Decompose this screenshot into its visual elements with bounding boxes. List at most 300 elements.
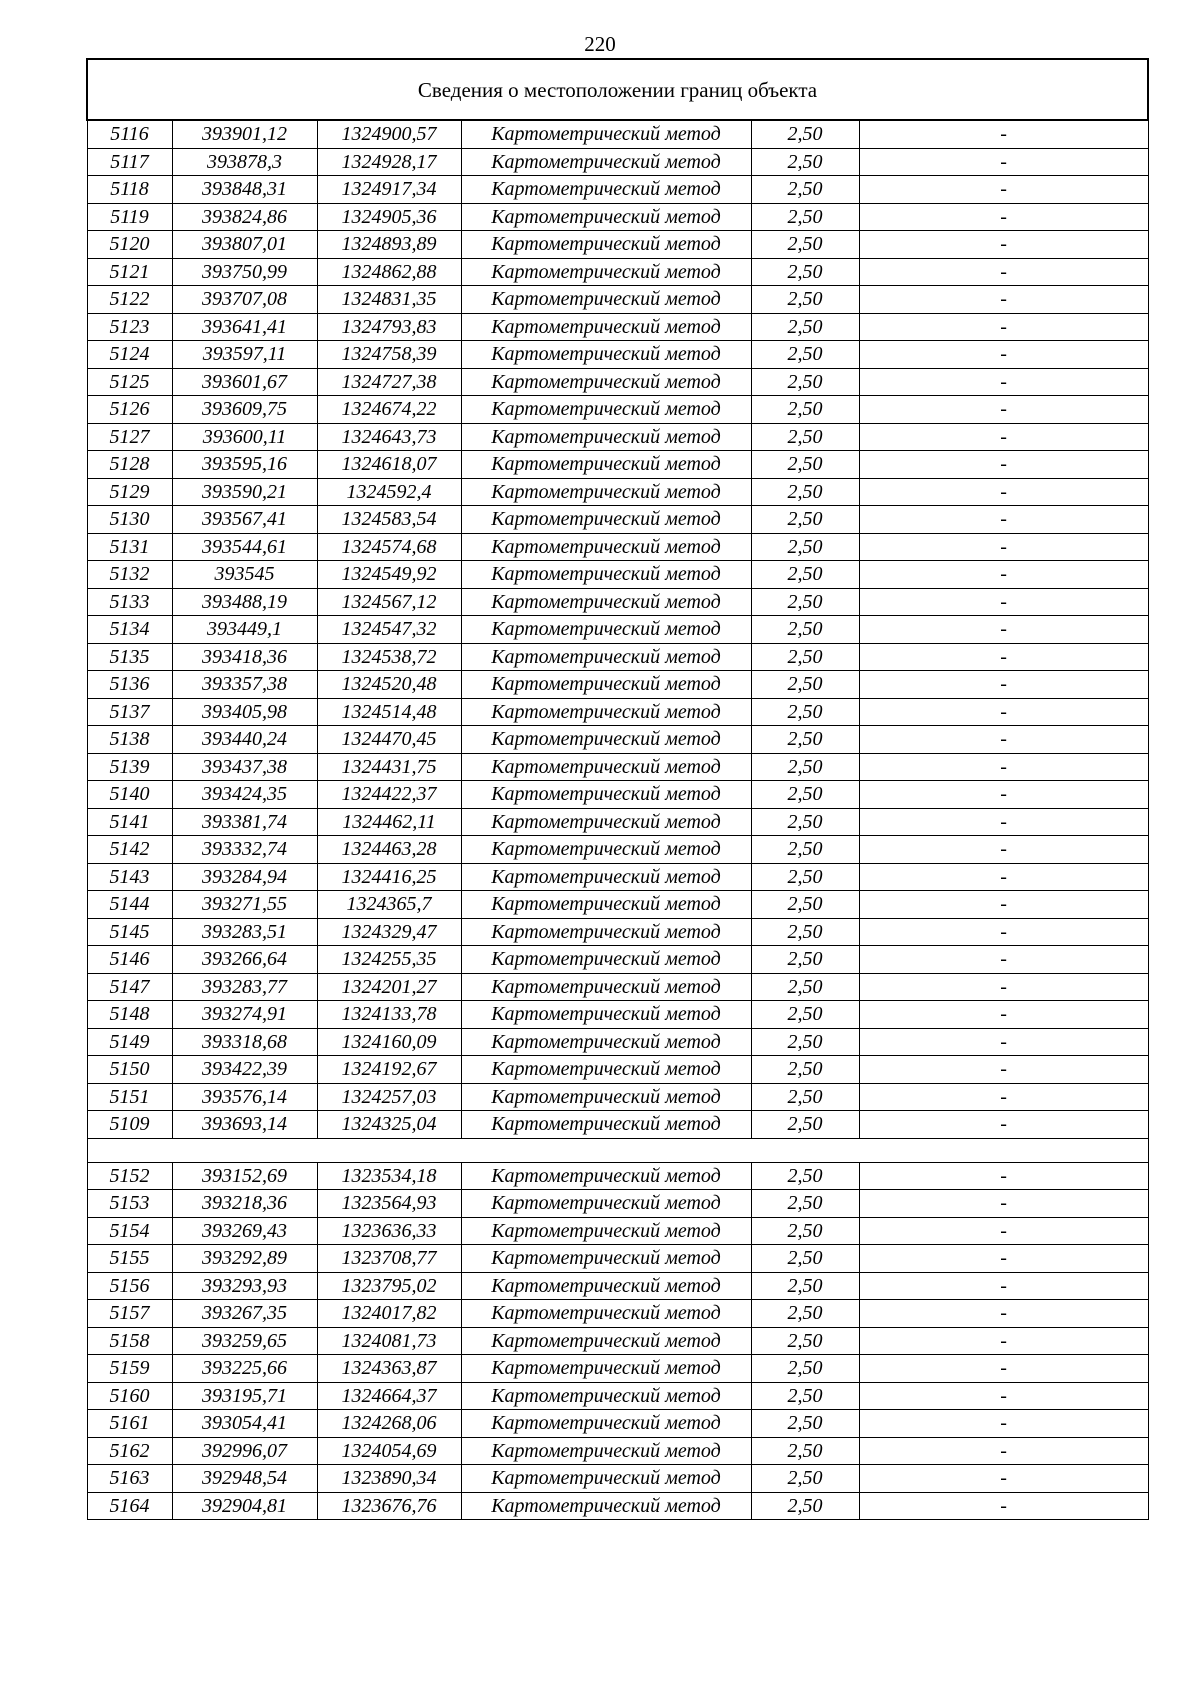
- y-coordinate-cell: 1324363,87: [317, 1355, 461, 1383]
- point-number-cell: 5118: [87, 176, 172, 204]
- point-number-cell: 5136: [87, 671, 172, 699]
- table-row: [87, 1083, 1148, 1111]
- method-cell: Картометрический метод: [461, 1245, 751, 1273]
- note-cell: -: [859, 341, 1148, 369]
- x-coordinate-cell: 393381,74: [172, 808, 317, 836]
- y-coordinate-cell: 1324192,67: [317, 1056, 461, 1084]
- method-cell: Картометрический метод: [461, 1083, 751, 1111]
- y-coordinate-cell: 1324862,88: [317, 258, 461, 286]
- note-cell: -: [859, 1028, 1148, 1056]
- point-number-cell: 5135: [87, 643, 172, 671]
- point-number-cell: 5148: [87, 1001, 172, 1029]
- accuracy-cell: 2,50: [751, 148, 859, 176]
- y-coordinate-cell: 1324054,69: [317, 1437, 461, 1465]
- y-coordinate-cell: 1324674,22: [317, 396, 461, 424]
- accuracy-cell: 2,50: [751, 1410, 859, 1438]
- accuracy-cell: 2,50: [751, 643, 859, 671]
- method-cell: Картометрический метод: [461, 423, 751, 451]
- table-row: [87, 1355, 1148, 1383]
- x-coordinate-cell: 393576,14: [172, 1083, 317, 1111]
- method-cell: Картометрический метод: [461, 643, 751, 671]
- method-cell: Картометрический метод: [461, 506, 751, 534]
- y-coordinate-cell: 1324643,73: [317, 423, 461, 451]
- point-number-cell: 5153: [87, 1190, 172, 1218]
- method-cell: Картометрический метод: [461, 1355, 751, 1383]
- accuracy-cell: 2,50: [751, 1437, 859, 1465]
- x-coordinate-cell: 393357,38: [172, 671, 317, 699]
- x-coordinate-cell: 393283,51: [172, 918, 317, 946]
- note-cell: -: [859, 1083, 1148, 1111]
- x-coordinate-cell: 393405,98: [172, 698, 317, 726]
- y-coordinate-cell: 1324422,37: [317, 781, 461, 809]
- x-coordinate-cell: 393437,38: [172, 753, 317, 781]
- method-cell: Картометрический метод: [461, 1001, 751, 1029]
- method-cell: Картометрический метод: [461, 313, 751, 341]
- y-coordinate-cell: 1324514,48: [317, 698, 461, 726]
- x-coordinate-cell: 393422,39: [172, 1056, 317, 1084]
- table-row: [87, 1410, 1148, 1438]
- y-coordinate-cell: 1324592,4: [317, 478, 461, 506]
- note-cell: -: [859, 368, 1148, 396]
- y-coordinate-cell: 1324470,45: [317, 726, 461, 754]
- y-coordinate-cell: 1324416,25: [317, 863, 461, 891]
- y-coordinate-cell: 1324917,34: [317, 176, 461, 204]
- x-coordinate-cell: 393750,99: [172, 258, 317, 286]
- note-cell: -: [859, 671, 1148, 699]
- x-coordinate-cell: 393901,12: [172, 120, 317, 148]
- accuracy-cell: 2,50: [751, 368, 859, 396]
- point-number-cell: 5145: [87, 918, 172, 946]
- accuracy-cell: 2,50: [751, 1111, 859, 1139]
- x-coordinate-cell: 392996,07: [172, 1437, 317, 1465]
- accuracy-cell: 2,50: [751, 946, 859, 974]
- y-coordinate-cell: 1324160,09: [317, 1028, 461, 1056]
- table-row: [87, 1492, 1148, 1520]
- note-cell: -: [859, 781, 1148, 809]
- x-coordinate-cell: 393293,93: [172, 1272, 317, 1300]
- point-number-cell: 5117: [87, 148, 172, 176]
- method-cell: Картометрический метод: [461, 1327, 751, 1355]
- x-coordinate-cell: 393597,11: [172, 341, 317, 369]
- note-cell: -: [859, 698, 1148, 726]
- x-coordinate-cell: 393318,68: [172, 1028, 317, 1056]
- method-cell: Картометрический метод: [461, 1217, 751, 1245]
- x-coordinate-cell: 393195,71: [172, 1382, 317, 1410]
- method-cell: Картометрический метод: [461, 781, 751, 809]
- method-cell: Картометрический метод: [461, 286, 751, 314]
- point-number-cell: 5151: [87, 1083, 172, 1111]
- accuracy-cell: 2,50: [751, 341, 859, 369]
- table-row: [87, 533, 1148, 561]
- accuracy-cell: 2,50: [751, 1217, 859, 1245]
- y-coordinate-cell: 1324893,89: [317, 231, 461, 259]
- accuracy-cell: 2,50: [751, 808, 859, 836]
- point-number-cell: 5159: [87, 1355, 172, 1383]
- accuracy-cell: 2,50: [751, 1327, 859, 1355]
- x-coordinate-cell: 393590,21: [172, 478, 317, 506]
- y-coordinate-cell: 1324081,73: [317, 1327, 461, 1355]
- y-coordinate-cell: 1324329,47: [317, 918, 461, 946]
- x-coordinate-cell: 393054,41: [172, 1410, 317, 1438]
- y-coordinate-cell: 1323676,76: [317, 1492, 461, 1520]
- x-coordinate-cell: 393269,43: [172, 1217, 317, 1245]
- note-cell: -: [859, 1327, 1148, 1355]
- table-row: [87, 478, 1148, 506]
- y-coordinate-cell: 1324664,37: [317, 1382, 461, 1410]
- accuracy-cell: 2,50: [751, 918, 859, 946]
- point-number-cell: 5161: [87, 1410, 172, 1438]
- note-cell: -: [859, 451, 1148, 479]
- table-row: [87, 258, 1148, 286]
- accuracy-cell: 2,50: [751, 1465, 859, 1493]
- method-cell: Картометрический метод: [461, 451, 751, 479]
- y-coordinate-cell: 1324928,17: [317, 148, 461, 176]
- point-number-cell: 5123: [87, 313, 172, 341]
- y-coordinate-cell: 1324463,28: [317, 836, 461, 864]
- table-row: [87, 1465, 1148, 1493]
- point-number-cell: 5140: [87, 781, 172, 809]
- point-number-cell: 5152: [87, 1162, 172, 1190]
- note-cell: -: [859, 1382, 1148, 1410]
- method-cell: Картометрический метод: [461, 231, 751, 259]
- accuracy-cell: 2,50: [751, 1355, 859, 1383]
- method-cell: Картометрический метод: [461, 1437, 751, 1465]
- accuracy-cell: 2,50: [751, 588, 859, 616]
- method-cell: Картометрический метод: [461, 891, 751, 919]
- point-number-cell: 5164: [87, 1492, 172, 1520]
- table-title: Сведения о местоположении границ объекта: [87, 59, 1148, 120]
- accuracy-cell: 2,50: [751, 1245, 859, 1273]
- point-number-cell: 5121: [87, 258, 172, 286]
- accuracy-cell: 2,50: [751, 1300, 859, 1328]
- note-cell: -: [859, 478, 1148, 506]
- method-cell: Картометрический метод: [461, 341, 751, 369]
- method-cell: Картометрический метод: [461, 1028, 751, 1056]
- table-row: [87, 1056, 1148, 1084]
- accuracy-cell: 2,50: [751, 973, 859, 1001]
- point-number-cell: 5155: [87, 1245, 172, 1273]
- accuracy-cell: 2,50: [751, 836, 859, 864]
- point-number-cell: 5149: [87, 1028, 172, 1056]
- method-cell: Картометрический метод: [461, 176, 751, 204]
- point-number-cell: 5129: [87, 478, 172, 506]
- point-number-cell: 5132: [87, 561, 172, 589]
- accuracy-cell: 2,50: [751, 1028, 859, 1056]
- note-cell: -: [859, 808, 1148, 836]
- x-coordinate-cell: 393807,01: [172, 231, 317, 259]
- x-coordinate-cell: 393267,35: [172, 1300, 317, 1328]
- table-row: [87, 1300, 1148, 1328]
- point-number-cell: 5146: [87, 946, 172, 974]
- x-coordinate-cell: 393545: [172, 561, 317, 589]
- accuracy-cell: 2,50: [751, 1382, 859, 1410]
- table-row: [87, 973, 1148, 1001]
- table-row: [87, 1272, 1148, 1300]
- accuracy-cell: 2,50: [751, 423, 859, 451]
- method-cell: Картометрический метод: [461, 836, 751, 864]
- page-number: 220: [584, 32, 616, 56]
- point-number-cell: 5147: [87, 973, 172, 1001]
- method-cell: Картометрический метод: [461, 203, 751, 231]
- table-row: [87, 148, 1148, 176]
- y-coordinate-cell: 1324017,82: [317, 1300, 461, 1328]
- x-coordinate-cell: 393292,89: [172, 1245, 317, 1273]
- group-separator-cell: [87, 1138, 1148, 1162]
- note-cell: -: [859, 891, 1148, 919]
- note-cell: -: [859, 588, 1148, 616]
- group-separator-row: [87, 1138, 1148, 1162]
- x-coordinate-cell: 392904,81: [172, 1492, 317, 1520]
- table-row: [87, 616, 1148, 644]
- note-cell: -: [859, 1245, 1148, 1273]
- method-cell: Картометрический метод: [461, 1300, 751, 1328]
- y-coordinate-cell: 1324325,04: [317, 1111, 461, 1139]
- table-row: [87, 1327, 1148, 1355]
- accuracy-cell: 2,50: [751, 451, 859, 479]
- x-coordinate-cell: 393601,67: [172, 368, 317, 396]
- note-cell: -: [859, 120, 1148, 148]
- y-coordinate-cell: 1324727,38: [317, 368, 461, 396]
- table-row: [87, 368, 1148, 396]
- note-cell: -: [859, 1272, 1148, 1300]
- table-row: [87, 231, 1148, 259]
- method-cell: Картометрический метод: [461, 1410, 751, 1438]
- table-row: [87, 286, 1148, 314]
- table-row: [87, 1028, 1148, 1056]
- accuracy-cell: 2,50: [751, 781, 859, 809]
- x-coordinate-cell: 393488,19: [172, 588, 317, 616]
- note-cell: -: [859, 561, 1148, 589]
- x-coordinate-cell: 393600,11: [172, 423, 317, 451]
- point-number-cell: 5126: [87, 396, 172, 424]
- y-coordinate-cell: 1323890,34: [317, 1465, 461, 1493]
- method-cell: Картометрический метод: [461, 973, 751, 1001]
- x-coordinate-cell: 393641,41: [172, 313, 317, 341]
- method-cell: Картометрический метод: [461, 671, 751, 699]
- x-coordinate-cell: 393424,35: [172, 781, 317, 809]
- x-coordinate-cell: 393332,74: [172, 836, 317, 864]
- point-number-cell: 5144: [87, 891, 172, 919]
- x-coordinate-cell: 393259,65: [172, 1327, 317, 1355]
- table-row: [87, 506, 1148, 534]
- note-cell: -: [859, 1190, 1148, 1218]
- table-row: [87, 781, 1148, 809]
- x-coordinate-cell: 393218,36: [172, 1190, 317, 1218]
- x-coordinate-cell: 393449,1: [172, 616, 317, 644]
- method-cell: Картометрический метод: [461, 753, 751, 781]
- y-coordinate-cell: 1324900,57: [317, 120, 461, 148]
- boundary-coordinates-table: [86, 58, 1149, 1520]
- accuracy-cell: 2,50: [751, 286, 859, 314]
- table-row: [87, 918, 1148, 946]
- x-coordinate-cell: 393878,3: [172, 148, 317, 176]
- note-cell: -: [859, 506, 1148, 534]
- x-coordinate-cell: 393595,16: [172, 451, 317, 479]
- table-row: [87, 643, 1148, 671]
- point-number-cell: 5116: [87, 120, 172, 148]
- accuracy-cell: 2,50: [751, 1190, 859, 1218]
- table-row: [87, 341, 1148, 369]
- accuracy-cell: 2,50: [751, 726, 859, 754]
- y-coordinate-cell: 1324905,36: [317, 203, 461, 231]
- y-coordinate-cell: 1324547,32: [317, 616, 461, 644]
- method-cell: Картометрический метод: [461, 808, 751, 836]
- note-cell: -: [859, 231, 1148, 259]
- note-cell: -: [859, 1111, 1148, 1139]
- y-coordinate-cell: 1323708,77: [317, 1245, 461, 1273]
- method-cell: Картометрический метод: [461, 1272, 751, 1300]
- table-row: [87, 863, 1148, 891]
- x-coordinate-cell: 392948,54: [172, 1465, 317, 1493]
- table-row: [87, 561, 1148, 589]
- accuracy-cell: 2,50: [751, 1083, 859, 1111]
- accuracy-cell: 2,50: [751, 561, 859, 589]
- accuracy-cell: 2,50: [751, 120, 859, 148]
- table-row: [87, 120, 1148, 148]
- x-coordinate-cell: 393225,66: [172, 1355, 317, 1383]
- y-coordinate-cell: 1324268,06: [317, 1410, 461, 1438]
- method-cell: Картометрический метод: [461, 120, 751, 148]
- y-coordinate-cell: 1324583,54: [317, 506, 461, 534]
- point-number-cell: 5139: [87, 753, 172, 781]
- method-cell: Картометрический метод: [461, 533, 751, 561]
- table-row: [87, 1111, 1148, 1139]
- accuracy-cell: 2,50: [751, 533, 859, 561]
- accuracy-cell: 2,50: [751, 891, 859, 919]
- note-cell: -: [859, 726, 1148, 754]
- note-cell: -: [859, 286, 1148, 314]
- accuracy-cell: 2,50: [751, 203, 859, 231]
- point-number-cell: 5128: [87, 451, 172, 479]
- point-number-cell: 5122: [87, 286, 172, 314]
- y-coordinate-cell: 1324831,35: [317, 286, 461, 314]
- x-coordinate-cell: 393824,86: [172, 203, 317, 231]
- table-row: [87, 891, 1148, 919]
- note-cell: -: [859, 176, 1148, 204]
- point-number-cell: 5137: [87, 698, 172, 726]
- point-number-cell: 5124: [87, 341, 172, 369]
- x-coordinate-cell: 393440,24: [172, 726, 317, 754]
- note-cell: -: [859, 423, 1148, 451]
- table-row: [87, 753, 1148, 781]
- accuracy-cell: 2,50: [751, 313, 859, 341]
- y-coordinate-cell: 1324431,75: [317, 753, 461, 781]
- method-cell: Картометрический метод: [461, 698, 751, 726]
- method-cell: Картометрический метод: [461, 368, 751, 396]
- y-coordinate-cell: 1323534,18: [317, 1162, 461, 1190]
- y-coordinate-cell: 1323795,02: [317, 1272, 461, 1300]
- point-number-cell: 5142: [87, 836, 172, 864]
- point-number-cell: 5143: [87, 863, 172, 891]
- x-coordinate-cell: 393544,61: [172, 533, 317, 561]
- note-cell: -: [859, 1001, 1148, 1029]
- table-row: [87, 698, 1148, 726]
- x-coordinate-cell: 393284,94: [172, 863, 317, 891]
- method-cell: Картометрический метод: [461, 863, 751, 891]
- y-coordinate-cell: 1323564,93: [317, 1190, 461, 1218]
- method-cell: Картометрический метод: [461, 616, 751, 644]
- note-cell: -: [859, 836, 1148, 864]
- method-cell: Картометрический метод: [461, 946, 751, 974]
- note-cell: -: [859, 1355, 1148, 1383]
- accuracy-cell: 2,50: [751, 671, 859, 699]
- accuracy-cell: 2,50: [751, 176, 859, 204]
- table-row: [87, 671, 1148, 699]
- method-cell: Картометрический метод: [461, 588, 751, 616]
- note-cell: -: [859, 1437, 1148, 1465]
- note-cell: -: [859, 258, 1148, 286]
- accuracy-cell: 2,50: [751, 506, 859, 534]
- y-coordinate-cell: 1324758,39: [317, 341, 461, 369]
- point-number-cell: 5133: [87, 588, 172, 616]
- note-cell: -: [859, 313, 1148, 341]
- y-coordinate-cell: 1324520,48: [317, 671, 461, 699]
- x-coordinate-cell: 393693,14: [172, 1111, 317, 1139]
- accuracy-cell: 2,50: [751, 1056, 859, 1084]
- note-cell: -: [859, 918, 1148, 946]
- accuracy-cell: 2,50: [751, 231, 859, 259]
- note-cell: -: [859, 973, 1148, 1001]
- x-coordinate-cell: 393609,75: [172, 396, 317, 424]
- point-number-cell: 5109: [87, 1111, 172, 1139]
- y-coordinate-cell: 1324133,78: [317, 1001, 461, 1029]
- table-row: [87, 423, 1148, 451]
- note-cell: -: [859, 1162, 1148, 1190]
- table-row: [87, 1162, 1148, 1190]
- note-cell: -: [859, 946, 1148, 974]
- point-number-cell: 5158: [87, 1327, 172, 1355]
- point-number-cell: 5150: [87, 1056, 172, 1084]
- table-row: [87, 396, 1148, 424]
- y-coordinate-cell: 1324462,11: [317, 808, 461, 836]
- table-row: [87, 726, 1148, 754]
- method-cell: Картометрический метод: [461, 478, 751, 506]
- table-row: [87, 946, 1148, 974]
- method-cell: Картометрический метод: [461, 918, 751, 946]
- table-body: [87, 59, 1148, 1520]
- accuracy-cell: 2,50: [751, 616, 859, 644]
- point-number-cell: 5157: [87, 1300, 172, 1328]
- note-cell: -: [859, 753, 1148, 781]
- point-number-cell: 5162: [87, 1437, 172, 1465]
- method-cell: Картометрический метод: [461, 258, 751, 286]
- method-cell: Картометрический метод: [461, 1162, 751, 1190]
- table-row: [87, 203, 1148, 231]
- table-row: [87, 176, 1148, 204]
- method-cell: Картометрический метод: [461, 1492, 751, 1520]
- point-number-cell: 5119: [87, 203, 172, 231]
- accuracy-cell: 2,50: [751, 1162, 859, 1190]
- table-row: [87, 313, 1148, 341]
- y-coordinate-cell: 1323636,33: [317, 1217, 461, 1245]
- x-coordinate-cell: 393152,69: [172, 1162, 317, 1190]
- method-cell: Картометрический метод: [461, 726, 751, 754]
- point-number-cell: 5160: [87, 1382, 172, 1410]
- x-coordinate-cell: 393283,77: [172, 973, 317, 1001]
- x-coordinate-cell: 393567,41: [172, 506, 317, 534]
- accuracy-cell: 2,50: [751, 863, 859, 891]
- note-cell: -: [859, 643, 1148, 671]
- method-cell: Картометрический метод: [461, 1382, 751, 1410]
- y-coordinate-cell: 1324257,03: [317, 1083, 461, 1111]
- method-cell: Картометрический метод: [461, 1111, 751, 1139]
- y-coordinate-cell: 1324538,72: [317, 643, 461, 671]
- note-cell: -: [859, 1465, 1148, 1493]
- point-number-cell: 5134: [87, 616, 172, 644]
- note-cell: -: [859, 1217, 1148, 1245]
- accuracy-cell: 2,50: [751, 1001, 859, 1029]
- method-cell: Картометрический метод: [461, 1056, 751, 1084]
